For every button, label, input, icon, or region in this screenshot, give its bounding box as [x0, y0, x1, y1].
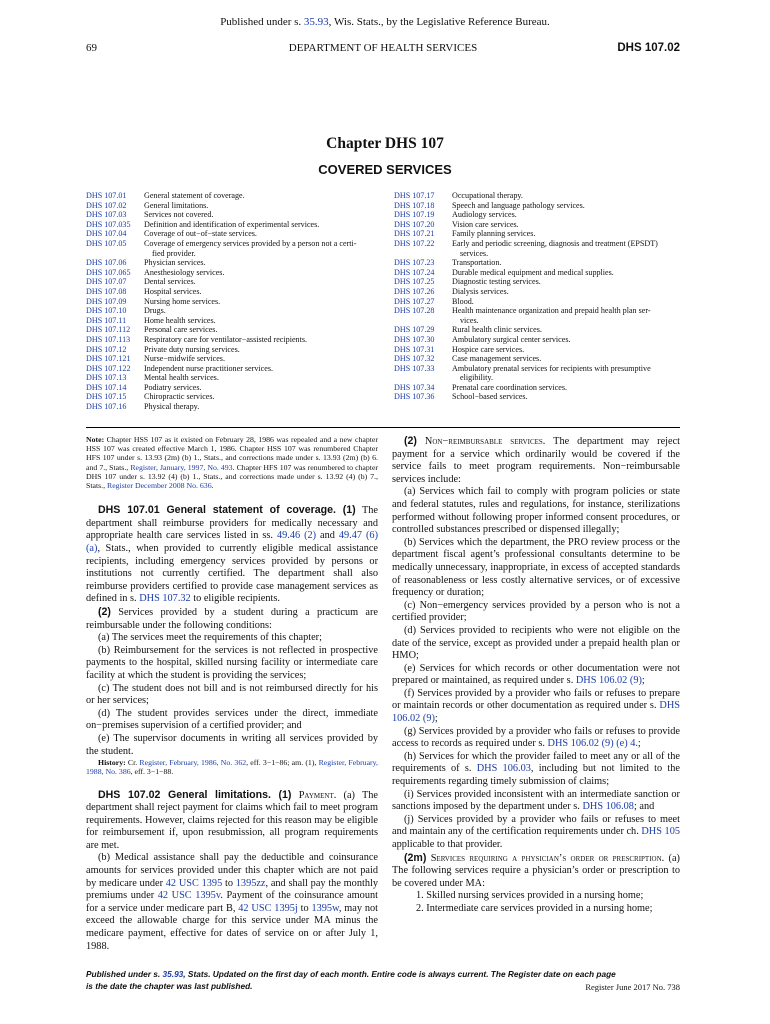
toc-section-link[interactable]: DHS 107.29 [394, 325, 435, 335]
right-column [392, 435, 680, 916]
toc-title: School−based services. [452, 392, 528, 402]
toc-title: Coverage of out−of−state services. [144, 229, 257, 239]
toc-title: Blood. [452, 296, 474, 306]
stats-link[interactable]: 35.93 [162, 969, 184, 979]
rule-link[interactable]: DHS 106.08 [582, 801, 634, 813]
toc-section-link[interactable]: DHS 107.05 [86, 238, 127, 248]
toc-title: Personal care services. [144, 325, 218, 335]
toc-section-link[interactable]: DHS 107.09 [86, 296, 127, 306]
usc-link[interactable]: 42 USC 1395v [157, 890, 221, 902]
toc-title: Physician services. [144, 258, 206, 268]
body-text: (a) The department shall reject payment for claims which fail to meet program requirements. However, claims rejected for this reason may be eligible for reimbursement if, upon resubmission, all program requirements are met. [86, 789, 378, 851]
paragraph-e [392, 663, 680, 688]
statute-link[interactable]: 49.46 (2) [276, 530, 317, 542]
toc-title: Early and periodic screening, diagnosis and treatment (EPSDT) [452, 238, 658, 248]
toc-title: Anesthesiology services. [144, 267, 225, 277]
toc-title: Dental services. [144, 277, 196, 287]
body-text: ; [641, 675, 645, 687]
toc-entry[interactable] [86, 220, 376, 230]
usc-link[interactable]: 1395zz [235, 877, 266, 889]
toc-entry[interactable] [394, 383, 680, 393]
toc-entry[interactable] [394, 191, 680, 201]
toc-entry[interactable] [394, 287, 680, 297]
toc-entry[interactable] [86, 239, 376, 249]
toc-entry[interactable] [394, 364, 680, 374]
toc-section-link[interactable]: DHS 107.07 [86, 277, 127, 287]
section-107-01 [86, 504, 378, 606]
subsection-number: (2m) [404, 851, 427, 864]
rule-link[interactable]: DHS 106.03 [476, 763, 531, 775]
paragraph-b: (b) Reimbursement for the services is not reflected in prospective payments to the hospital, skilled nursing facility or intermediate care facility at which the student is providing the services; [86, 644, 378, 681]
body-text: , including but not limited to the requirements regarding timely submission of claims; [392, 763, 680, 788]
body-text: , and shall pay the monthly premiums under [86, 877, 378, 902]
paragraph-a: (a) Services which fail to comply with program policies or state and federal statutes, rules and regulations, for instance, sterilizations performed without following proper informed consent procedures, or controlled substances prescribed or dispensed illegally; [392, 486, 680, 536]
toc-entry[interactable] [394, 258, 680, 268]
toc-entry[interactable] [394, 392, 680, 402]
toc-entry[interactable] [86, 354, 376, 364]
toc-entry[interactable] [394, 354, 680, 364]
toc-entry[interactable] [394, 229, 680, 239]
register-link[interactable]: Register, February, 1988, No. 386 [86, 758, 378, 777]
toc-section-link[interactable]: DHS 107.27 [394, 296, 435, 306]
toc-entry[interactable] [394, 201, 680, 211]
paragraph-a: (a) The services meet the requirements of this chapter; [98, 632, 322, 644]
toc-entry[interactable] [86, 258, 376, 268]
toc-section-link[interactable]: DHS 107.08 [86, 286, 127, 296]
toc-section-link[interactable]: DHS 107.34 [394, 382, 435, 392]
register-link[interactable]: Register, January, 1997, No. 493 [130, 462, 233, 472]
statute-link[interactable]: 49.47 (6) (a) [86, 530, 379, 554]
toc-title: vices. [460, 315, 479, 325]
subsection-number: (2) [404, 435, 417, 447]
toc-entry [394, 316, 680, 326]
toc-title: Occupational therapy. [452, 191, 523, 200]
toc-title: Ambulatory prenatal services for recipients with presumptive [452, 363, 651, 373]
toc-title: Physical therapy. [144, 402, 200, 412]
chapter-title: Chapter DHS 107 [326, 135, 444, 152]
rule-link[interactable]: DHS 106.02 (9) (e) 4. [547, 738, 638, 750]
toc-entry[interactable] [86, 287, 376, 297]
history-note [86, 758, 378, 776]
toc-entry[interactable] [86, 297, 376, 307]
toc-title: Rural health clinic services. [452, 325, 542, 335]
left-column [86, 435, 378, 953]
footer-text: is the date the chapter was last published. [86, 981, 253, 991]
register-date: Register June 2017 No. 738 [585, 982, 680, 992]
body-text: to eligible recipients. [190, 593, 280, 605]
toc-section-link[interactable]: DHS 107.22 [394, 238, 435, 248]
publication-notice [0, 16, 770, 28]
toc-section-link[interactable]: DHS 107.24 [394, 267, 435, 277]
body-text: (f) Services provided by a provider who fails or refuses to prepare or maintain records or other documentation as required under s. [392, 687, 680, 712]
toc-title: Home health services. [144, 315, 216, 325]
page-number: 69 [86, 42, 97, 54]
body-text: Services provided by a student during a practicum are reimbursable under the following conditions: [86, 606, 378, 631]
register-link[interactable]: Register December 2008 No. 636 [107, 481, 212, 491]
toc-entry[interactable] [394, 335, 680, 345]
toc-entry[interactable] [394, 277, 680, 287]
toc-entry[interactable] [86, 268, 376, 278]
toc-entry[interactable] [394, 325, 680, 335]
toc-title: Hospital services. [144, 286, 202, 296]
toc-section-link [394, 316, 452, 326]
toc-section-link[interactable]: DHS 107.01 [86, 191, 127, 200]
toc-entry[interactable] [86, 201, 376, 211]
toc-title: Chiropractic services. [144, 392, 215, 402]
body-text: to [222, 877, 236, 889]
toc-entry[interactable] [86, 345, 376, 355]
toc-section-link[interactable]: DHS 107.36 [394, 392, 435, 402]
toc-entry [394, 249, 680, 259]
subsection-number: (2) [98, 605, 111, 618]
toc-entry[interactable] [86, 335, 376, 345]
body-text: to [297, 902, 312, 914]
paragraph-b-medicare [86, 852, 378, 953]
chapter-link[interactable]: DHS 105 [641, 826, 680, 838]
toc-section-link[interactable]: DHS 107.28 [394, 306, 435, 316]
toc-entry[interactable] [394, 306, 680, 316]
toc-section-link[interactable]: DHS 107.25 [394, 277, 435, 287]
toc-title: General statement of coverage. [144, 191, 245, 200]
paragraph-c: (c) Non−emergency services provided by a person who is not a certified provider; [392, 599, 680, 624]
toc-section-link[interactable]: DHS 107.113 [86, 334, 131, 344]
toc-section-link[interactable]: DHS 107.32 [394, 354, 435, 364]
toc-section-link[interactable]: DHS 107.14 [86, 382, 127, 392]
body-text: (g) Services provided by a provider who fails or refuses to provide access to records as required under s. [392, 725, 680, 750]
toc-entry[interactable] [86, 402, 376, 412]
body-text: ; [637, 738, 641, 750]
toc-title: Independent nurse practitioner services. [144, 363, 273, 373]
section-107-02 [86, 789, 378, 853]
subsection-2m [392, 852, 680, 891]
body-text: applicable to that provider. [392, 839, 503, 850]
toc-entry[interactable] [86, 229, 376, 239]
paragraph-d: (d) The student provides services under the direct, immediate on−premises supervision of a certified provider; and [86, 707, 378, 732]
paragraph-g [392, 726, 680, 751]
toc-title: Nurse−midwife services. [144, 354, 225, 364]
paragraph-f [392, 688, 680, 726]
subsection-title: Services requiring a physician’s order or prescription. [426, 852, 665, 864]
toc-section-link[interactable]: DHS 107.112 [86, 325, 131, 335]
toc-entry[interactable] [86, 210, 376, 220]
subsection-title: Payment. [291, 789, 337, 801]
subsection-2 [86, 606, 378, 632]
usc-link[interactable]: 42 USC 1395j [238, 902, 298, 914]
toc-section-link[interactable]: DHS 107.122 [86, 363, 131, 373]
toc-section-link[interactable]: DHS 107.06 [86, 258, 127, 268]
toc-section-link[interactable]: DHS 107.26 [394, 286, 435, 296]
history-label: History: [98, 758, 126, 768]
paragraph-d: (d) Services provided to recipients who were not eligible on the date of the service, except as provided under a prepaid health plan or HMO; [392, 624, 680, 662]
body-text: , Stats., when provided to currently eligible medical assistance recipients, including emergency services provided by persons or institutions not currently certified. The department shall also reimburse providers certified to provide case management services as defined in s. [86, 543, 378, 605]
subsection-2-nonreimbursable [392, 435, 680, 486]
toc-section-link[interactable]: DHS 107.33 [394, 363, 435, 373]
body-text: (b) Medical assistance shall pay the deductible and coinsurance amounts for services provided under this chapter which are not paid by medicare under [86, 852, 378, 889]
toc-section-link[interactable]: DHS 107.10 [86, 306, 127, 316]
stats-link[interactable]: 35.93 [303, 16, 329, 28]
toc-left [86, 191, 376, 412]
toc-title: Transportation. [452, 258, 502, 268]
toc-title: Mental health services. [144, 373, 219, 383]
toc-section-link [394, 249, 452, 259]
toc-entry[interactable] [394, 210, 680, 220]
body-text: ; [434, 713, 438, 725]
paragraph-i [392, 789, 680, 814]
toc-entry[interactable] [394, 220, 680, 230]
toc-entry[interactable] [86, 383, 376, 393]
toc-right [394, 191, 680, 402]
toc-section-link[interactable]: DHS 107.16 [86, 402, 127, 412]
body-text: . Payment of the coinsurance amount for a service under medicare part B, [86, 890, 378, 914]
history-text: , eff. 3−1−86; am. (1), [246, 758, 319, 768]
toc-entry[interactable] [86, 316, 376, 326]
footer-text: , Stats. Updated on the first day of each month. Entire code is always current. The Register date on each page [183, 969, 616, 979]
toc-title: Respiratory care for ventilator−assisted recipients. [144, 334, 308, 344]
toc-title: Speech and language pathology services. [452, 200, 585, 210]
toc-entry[interactable] [394, 297, 680, 307]
paragraph-j [392, 814, 680, 852]
toc-entry [394, 373, 680, 383]
toc-title: General limitations. [144, 200, 209, 210]
divider [86, 427, 680, 428]
body-text: and [316, 530, 339, 542]
toc-title: fied provider. [152, 248, 196, 258]
paragraph-e: (e) The supervisor documents in writing all services provided by the student. [86, 732, 378, 757]
history-text: Cr. [125, 758, 140, 768]
body-text: (j) Services provided by a provider who fails or refuses to meet and maintain any of the certification requirements under ch. [392, 813, 680, 838]
toc-title: Definition and identification of experimental services. [144, 219, 320, 229]
toc-title: Family planning services. [452, 229, 536, 239]
paragraph-c: (c) The student does not bill and is not reimbursed directly for his or her services; [86, 682, 378, 707]
toc-entry[interactable] [86, 277, 376, 287]
section-heading: DHS 107.01 General statement of coverage. (1) [98, 504, 356, 517]
toc-section-link[interactable]: DHS 107.20 [394, 219, 435, 229]
history-text: , eff. 3−1−88. [130, 767, 174, 777]
usc-link[interactable]: 1395w [311, 902, 339, 914]
toc-section-link[interactable]: DHS 107.04 [86, 229, 127, 239]
toc-title: Services not covered. [144, 210, 214, 220]
toc-section-link[interactable]: DHS 107.035 [86, 219, 131, 229]
note-text: Chapter HSS 107 as it existed on February 28, 1986 was repealed and a new chapter HSS 107 was created effective March 1, 1986. Chapter HSS 107 was renumbered Chapter HFS 107 under s. 13.93 (2m) (b) 1., Stats., and corrections made under s. 13.93 (2m) (b) 6. and 7., Stats., [86, 435, 378, 472]
toc-section-link[interactable]: DHS 107.065 [86, 267, 131, 277]
toc-section-link[interactable]: DHS 107.17 [394, 191, 435, 200]
toc-section-link[interactable]: DHS 107.31 [394, 344, 435, 354]
toc-title: Coverage of emergency services provided by a person not a certi- [144, 238, 357, 248]
toc-title: Case management services. [452, 354, 542, 364]
toc-entry[interactable] [86, 325, 376, 335]
toc-entry[interactable] [86, 191, 376, 201]
toc-section-link[interactable]: DHS 107.18 [394, 200, 435, 210]
body-text: , may not exceed the allowable charge for this service under MA minus the medicare payment, effective for dates of service on or after July 1, 1988. [86, 902, 378, 952]
notice-text: , Wis. Stats., by the Legislative Reference Bureau. [328, 16, 550, 28]
toc-entry [86, 249, 376, 259]
paragraph-b: (b) Services which the department, the PRO review process or the department fiscal agent’s professional consultants determine to be medically unnecessary, inappropriate, in excess of accepted standards of reasonableness or less costly alternative services, or of excessive frequency or duration; [392, 536, 680, 599]
subsection-title: Non−reimbursable services. [416, 436, 546, 447]
list-item: 2. Intermediate care services provided in a nursing home; [416, 902, 653, 914]
note-text: . [211, 481, 214, 491]
chapter-subtitle: COVERED SERVICES [318, 162, 452, 177]
toc-title: Durable medical equipment and medical supplies. [452, 267, 614, 277]
toc-title: Audiology services. [452, 210, 517, 220]
toc-entry[interactable] [86, 373, 376, 383]
body-text: ; and [633, 801, 655, 813]
toc-entry[interactable] [394, 345, 680, 355]
toc-section-link[interactable]: DHS 107.03 [86, 210, 127, 220]
toc-section-link[interactable]: DHS 107.30 [394, 334, 435, 344]
toc-section-link[interactable]: DHS 107.19 [394, 210, 435, 220]
body-text: The department shall reimburse providers for medically necessary and appropriate health care services listed in ss. [86, 505, 378, 542]
toc-section-link[interactable]: DHS 107.23 [394, 258, 435, 268]
toc-title: Diagnostic testing services. [452, 277, 541, 287]
toc-section-link[interactable]: DHS 107.13 [86, 373, 127, 383]
register-link[interactable]: Register, February, 1986, No. 362 [139, 758, 247, 768]
rule-link[interactable]: DHS 107.32 [139, 593, 191, 605]
toc-section-link [394, 373, 452, 383]
body-text: (i) Services provided inconsistent with an intermediate sanction or sanctions imposed by the department under s. [392, 788, 680, 813]
toc-title: Drugs. [144, 306, 166, 316]
toc-entry[interactable] [86, 392, 376, 402]
department-name: DEPARTMENT OF HEALTH SERVICES [288, 42, 478, 54]
body-text: (h) Services for which the provider failed to meet any or all of the requirements of s. [392, 750, 680, 775]
toc-title: Nursing home services. [144, 296, 221, 306]
toc-title: Dialysis services. [452, 286, 509, 296]
toc-section-link[interactable]: DHS 107.15 [86, 392, 127, 402]
toc-title: Private duty nursing services. [144, 344, 240, 354]
note-text: . Chapter HFS 107 was renumbered to chapter DHS 107 under s. 13.92 (4) (b) 1., Stats., and corrections made under s. 13.92 (4) (b) 7., Stats., [86, 462, 379, 491]
paragraph-h [392, 751, 680, 789]
section-number: DHS 107.02 [617, 42, 680, 54]
toc-section-link[interactable]: DHS 107.21 [394, 229, 435, 239]
footer-text: Published under s. [86, 969, 163, 979]
toc-section-link[interactable]: DHS 107.02 [86, 200, 127, 210]
notice-text: Published under s. [220, 16, 304, 28]
toc-title: Vision care services. [452, 219, 519, 229]
list-item: 1. Skilled nursing services provided in a nursing home; [416, 890, 644, 902]
toc-title: Health maintenance organization and prepaid health plan ser- [452, 306, 651, 316]
rule-link[interactable]: DHS 106.02 (9) [575, 675, 642, 687]
body-text: (a) The following services require a physician’s order or prescription to be covered under MA: [392, 852, 680, 889]
toc-title: Hospice care services. [452, 344, 525, 354]
toc-section-link [86, 249, 144, 259]
toc-title: eligibility. [460, 373, 493, 383]
section-heading: DHS 107.02 General limitations. (1) [98, 788, 292, 801]
toc-title: Prenatal care coordination services. [452, 382, 568, 392]
toc-entry[interactable] [394, 268, 680, 278]
editorial-note [86, 435, 378, 490]
toc-title: services. [460, 248, 489, 258]
toc-title: Podiatry services. [144, 382, 202, 392]
toc-title: Ambulatory surgical center services. [452, 334, 571, 344]
toc-entry[interactable] [394, 239, 680, 249]
toc-section-link[interactable]: DHS 107.12 [86, 344, 127, 354]
usc-link[interactable]: 42 USC 1395 [165, 877, 223, 889]
toc-section-link[interactable]: DHS 107.11 [86, 315, 127, 325]
body-text: (e) Services for which records or other documentation were not prepared or maintained, as required under s. [392, 662, 680, 687]
note-label: Note: [86, 435, 105, 444]
toc-section-link[interactable]: DHS 107.121 [86, 354, 131, 364]
body-text: The department may reject payment for a service which ordinarily would be covered if the service fails to meet program requirements. Non−reimbursable services include: [392, 436, 680, 485]
rule-link[interactable]: DHS 106.02 (9) [392, 700, 680, 725]
toc-entry[interactable] [86, 306, 376, 316]
toc-entry[interactable] [86, 364, 376, 374]
